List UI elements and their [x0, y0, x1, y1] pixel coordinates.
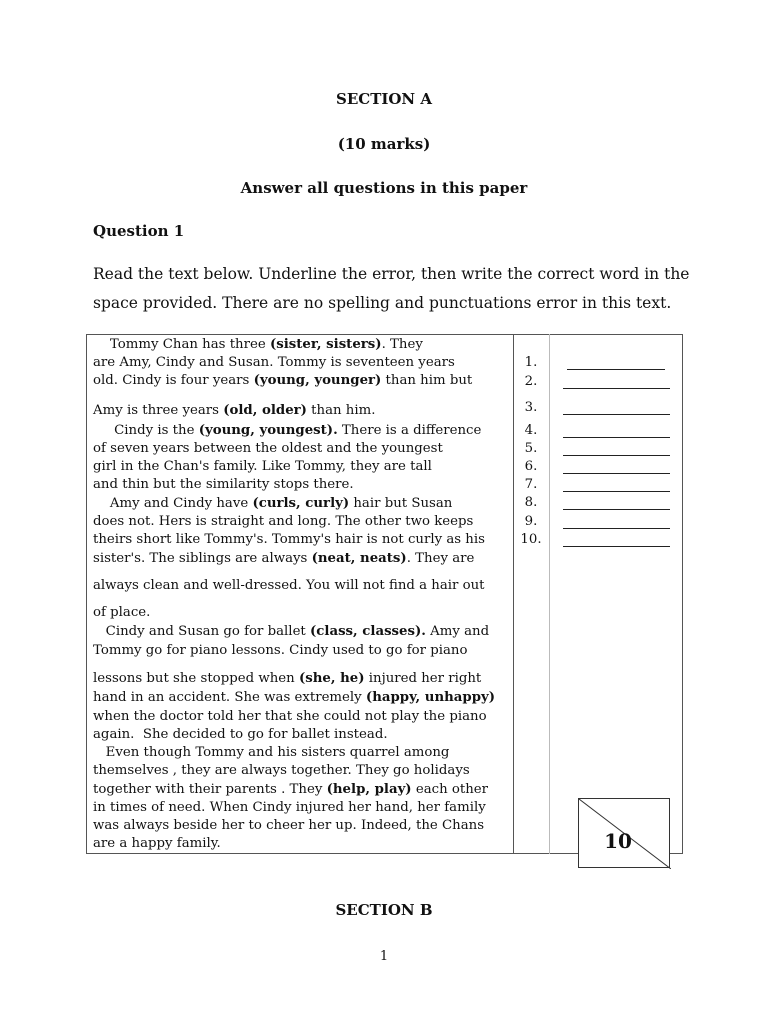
passage-line	[93, 373, 472, 388]
answer-blank[interactable]	[563, 491, 670, 492]
section-b-heading: SECTION B	[335, 901, 433, 919]
passage-line	[93, 337, 423, 352]
answer-option: (young, younger)	[253, 373, 382, 388]
passage-fragment: . They	[381, 337, 423, 352]
answer-option: (sister, sisters)	[269, 337, 382, 352]
passage-fragment: injured her right	[364, 671, 482, 686]
answer-number: 3.	[524, 400, 538, 415]
passage-fragment: Tommy go for piano lessons. Cindy used to go for piano	[93, 643, 468, 658]
passage-line	[93, 745, 449, 760]
table-divider	[513, 334, 514, 854]
answer-option: (young, youngest).	[198, 423, 338, 438]
passage-fragment: when the doctor told her that she could not play the piano	[93, 709, 487, 724]
table-divider-light	[549, 334, 550, 854]
answer-number: 7.	[524, 477, 538, 492]
passage-fragment: of place.	[93, 605, 151, 620]
question-title: Question 1	[93, 222, 185, 240]
answer-blank[interactable]	[563, 437, 670, 438]
passage-line	[93, 643, 467, 658]
answer-number: 4.	[524, 423, 538, 438]
passage-fragment: together with their parents . They	[93, 782, 327, 797]
answer-blank[interactable]	[563, 414, 670, 415]
passage-line	[93, 671, 481, 686]
answer-option: (curls, curly)	[252, 496, 350, 511]
passage-fragment: are Amy, Cindy and Susan. Tommy is seventeen years	[93, 355, 455, 370]
passage-line	[93, 355, 455, 370]
passage-fragment: old. Cindy is four years	[93, 373, 254, 388]
passage-fragment: Cindy and Susan go for ballet	[93, 624, 311, 639]
passage-fragment: Amy and Cindy have	[93, 496, 253, 511]
instruction-line-2: space provided. There are no spelling and punctuations error in this text.	[93, 294, 672, 312]
passage-fragment: theirs short like Tommy's. Tommy's hair is not curly as his	[93, 532, 485, 547]
passage-fragment: Amy and	[425, 624, 490, 639]
score-value: 10	[604, 829, 632, 853]
passage-fragment: and thin but the similarity stops there.	[93, 477, 354, 492]
answer-option: (old, older)	[223, 403, 307, 418]
passage-line	[93, 459, 432, 474]
passage-fragment: girl in the Chan's family. Like Tommy, they are tall	[93, 459, 432, 474]
section-a-heading: SECTION A	[335, 90, 433, 108]
answer-blank[interactable]	[563, 455, 670, 456]
passage-line	[93, 496, 452, 511]
passage-line	[93, 782, 488, 797]
page-number: 1	[379, 949, 389, 964]
answer-number: 8.	[524, 495, 538, 510]
passage-fragment: always clean and well-dressed. You will not find a hair out	[93, 578, 485, 593]
answer-blank[interactable]	[563, 528, 670, 529]
passage-fragment: was always beside her to cheer her up. Indeed, the Chans	[93, 818, 485, 833]
answer-option: (she, he)	[298, 671, 365, 686]
passage-line	[93, 800, 486, 815]
answer-number: 6.	[524, 459, 538, 474]
passage-line	[93, 709, 487, 724]
instruction-heading: Answer all questions in this paper	[240, 179, 528, 197]
passage-fragment: than him.	[306, 403, 376, 418]
answer-blank[interactable]	[563, 509, 670, 510]
passage-line	[93, 836, 221, 851]
answer-option: (help, play)	[326, 782, 412, 797]
passage-line	[93, 551, 474, 566]
passage-fragment: are a happy family.	[93, 836, 221, 851]
passage-line	[93, 727, 388, 742]
passage-line	[93, 578, 485, 593]
answer-number: 2.	[524, 374, 538, 389]
passage-line	[93, 763, 470, 778]
score-box	[578, 798, 670, 868]
passage-line	[93, 477, 354, 492]
passage-fragment: hair but Susan	[349, 496, 453, 511]
marks-label: (10 marks)	[337, 135, 431, 153]
passage-line	[93, 423, 481, 438]
passage-fragment: Even though Tommy and his sisters quarrel among	[93, 745, 450, 760]
answer-number: 10.	[520, 532, 542, 547]
answer-blank[interactable]	[563, 473, 670, 474]
answer-option: (class, classes).	[310, 624, 426, 639]
passage-fragment: in times of need. When Cindy injured her hand, her family	[93, 800, 486, 815]
passage-fragment: . They are	[406, 551, 475, 566]
passage-fragment: Tommy Chan has three	[93, 337, 270, 352]
answer-number: 5.	[524, 441, 538, 456]
passage-fragment: again. She decided to go for ballet instead.	[93, 727, 388, 742]
passage-fragment: Amy is three years	[93, 403, 224, 418]
passage-line	[93, 624, 489, 639]
passage-fragment: sister's. The siblings are always	[93, 551, 312, 566]
passage-fragment: hand in an accident. She was extremely	[93, 690, 366, 705]
passage-fragment: of seven years between the oldest and the youngest	[93, 441, 443, 456]
passage-line	[93, 818, 484, 833]
passage-fragment: each other	[411, 782, 489, 797]
passage-line	[93, 690, 495, 705]
passage-line	[93, 532, 485, 547]
passage-line	[93, 605, 150, 620]
answer-option: (happy, unhappy)	[365, 690, 496, 705]
answer-blank[interactable]	[563, 388, 670, 389]
answer-blank[interactable]	[563, 546, 670, 547]
passage-fragment: does not. Hers is straight and long. The other two keeps	[93, 514, 474, 529]
answer-blank[interactable]	[567, 369, 665, 370]
instruction-line-1: Read the text below. Underline the error, then write the correct word in the	[93, 265, 690, 283]
answer-number: 9.	[524, 514, 538, 529]
answer-option: (neat, neats)	[311, 551, 407, 566]
passage-line	[93, 514, 473, 529]
passage-fragment: lessons but she stopped when	[93, 671, 299, 686]
answer-number: 1.	[524, 355, 538, 370]
passage-fragment: There is a difference	[337, 423, 482, 438]
passage-fragment: themselves , they are always together. They go holidays	[93, 763, 470, 778]
passage-fragment: than him but	[381, 373, 473, 388]
passage-line	[93, 441, 443, 456]
question-instructions	[93, 260, 693, 318]
passage-fragment: Cindy is the	[93, 423, 199, 438]
passage-line	[93, 403, 375, 418]
